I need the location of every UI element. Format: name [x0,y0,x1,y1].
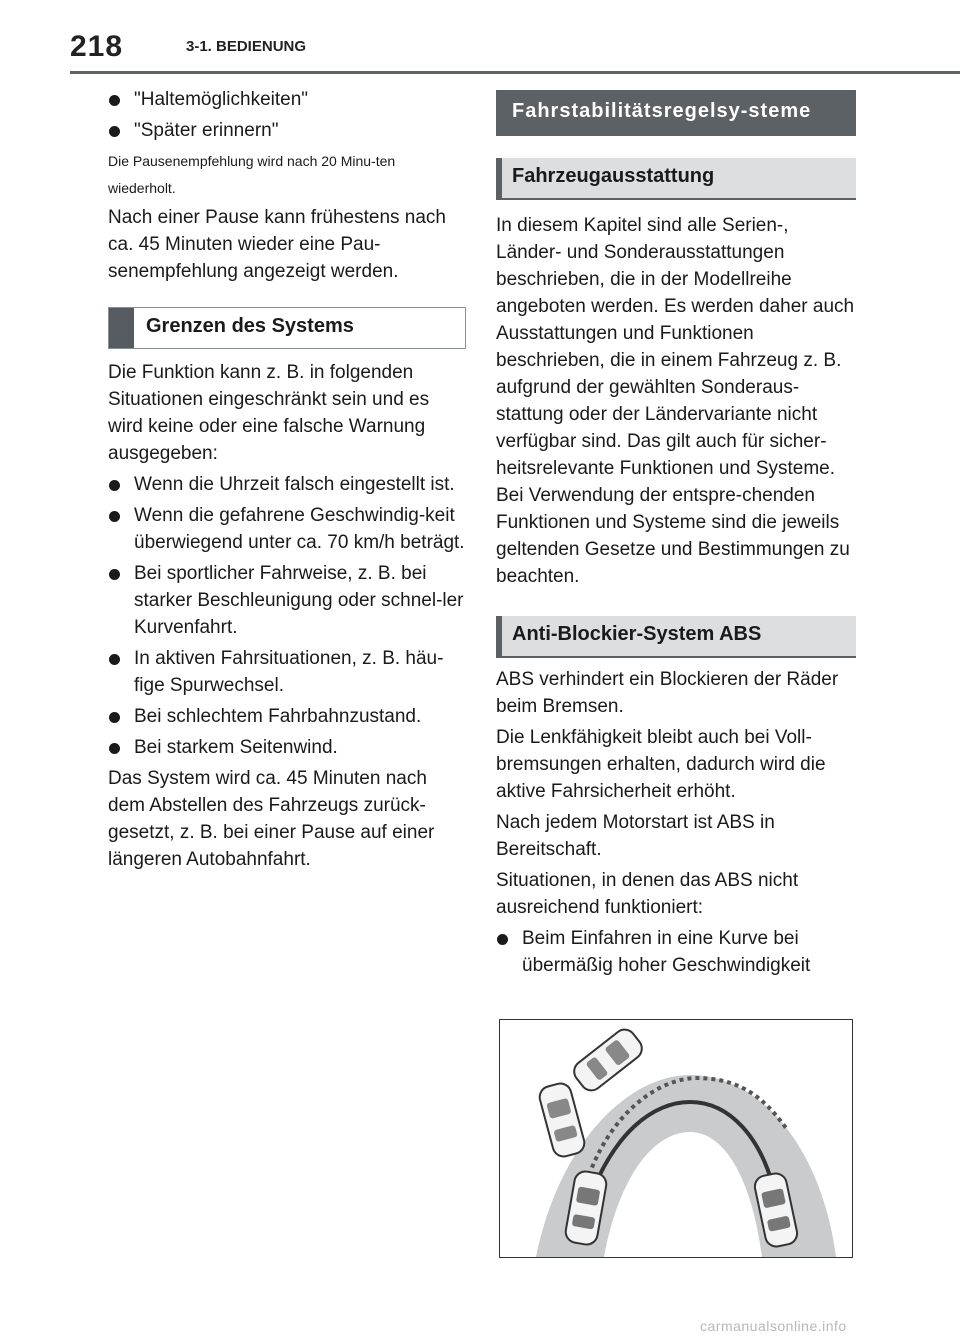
bullet-icon [109,480,120,491]
limits-intro: Die Funktion kann z. B. in folgenden Situationen eingeschränkt sein und es wird keine oder eine falsche Warnung ausgegeben: [108,362,430,464]
repeat-note: Die Pausenempfehlung wird nach 20 Minu-ten wiederholt. [108,153,396,196]
limit-text: Bei sportlicher Fahrweise, z. B. bei starker Beschleunigung oder schnel-ler Kurvenfahrt. [134,563,464,638]
abs-paragraph: Nach jedem Motorstart ist ABS in Bereitschaft. [496,812,775,860]
list-item [108,502,466,556]
list-item [108,734,466,761]
limit-text: Bei schlechtem Fahrbahnzustand. [134,706,422,727]
equipment-paragraph: In diesem Kapitel sind alle Serien-, Länder- und Sonderausstattungen beschrieben, die in der Modellreihe angeboten werden. Es werden daher auch Ausstattungen und Funktionen beschrieben, die in einem Fahrzeug z. B. aufgrund der gewählten Sonderaus-stattung oder der Ländervariante nicht verfügbar sind. Das gilt auch für sicher-heitsrelevante Funktionen und Systeme. Bei Verwendung der entspre-chenden Funktionen und Systeme sind die jeweils geltenden Gesetze und Bestimmungen zu beachten. [496,215,855,587]
list-item [108,703,466,730]
limit-text: In aktiven Fahrsituationen, z. B. häu-fige Spurwechsel. [134,648,444,696]
bullet-icon [109,511,120,522]
list-item [108,645,466,699]
heading-bar [496,158,502,198]
bullet-icon [109,126,120,137]
after-pause-paragraph: Nach einer Pause kann frühestens nach ca. 45 Minuten wieder eine Pau-senempfehlung angezeigt werden. [108,207,446,282]
abs-item-text: Beim Einfahren in eine Kurve bei übermäßig hoher Geschwindigkeit [522,928,811,976]
option-text: "Haltemöglichkeiten" [134,89,309,110]
list-item [108,86,466,113]
reset-paragraph: Das System wird ca. 45 Minuten nach dem Abstellen des Fahrzeugs zurück-gesetzt, z. B. bei einer Pause auf einer längeren Autobahnfahrt. [108,768,435,870]
limit-text: Bei starkem Seitenwind. [134,737,338,758]
bullet-icon [109,569,120,580]
option-text: "Später erinnern" [134,120,279,141]
header-rule [70,71,960,74]
left-column [108,80,466,877]
abs-paragraph: Die Lenkfähigkeit bleibt auch bei Voll-bremsungen erhalten, dadurch wird die aktive Fahrsicherheit erhöht. [496,727,826,802]
right-column [496,90,856,983]
abs-paragraph: Situationen, in denen das ABS nicht ausreichend funktioniert: [496,870,799,918]
abs-heading: Anti-Blockier-System ABS [512,623,762,645]
section-heading: Fahrstabilitätsregelsy-steme [496,90,856,136]
heading-bar [496,616,502,656]
bullet-icon [109,712,120,723]
equipment-heading: Fahrzeugausstattung [512,165,715,187]
bullet-icon [109,743,120,754]
page-header [0,0,960,76]
limit-text: Wenn die gefahrene Geschwindig-keit überwiegend unter ca. 70 km/h beträgt. [134,505,465,553]
list-item [496,925,856,979]
list-item [108,117,466,144]
list-item [108,560,466,641]
page-number: 218 [70,30,124,63]
bullet-icon [109,654,120,665]
list-item [108,471,466,498]
watermark: carmanualsonline.info [700,1318,847,1334]
bullet-icon [109,95,120,106]
limit-text: Wenn die Uhrzeit falsch eingestellt ist. [134,474,455,495]
heading-bar [109,308,134,348]
abs-curve-skid-illustration-icon [500,1020,852,1257]
equipment-heading-box [496,158,856,200]
limits-heading-box [108,307,466,349]
abs-paragraph: ABS verhindert ein Blockieren der Räder beim Bremsen. [496,669,839,717]
chapter-title: 3-1. BEDIENUNG [186,38,307,55]
abs-heading-box [496,616,856,658]
bullet-icon [497,934,508,945]
abs-curve-illustration [499,1019,853,1258]
limits-heading: Grenzen des Systems [146,315,354,337]
